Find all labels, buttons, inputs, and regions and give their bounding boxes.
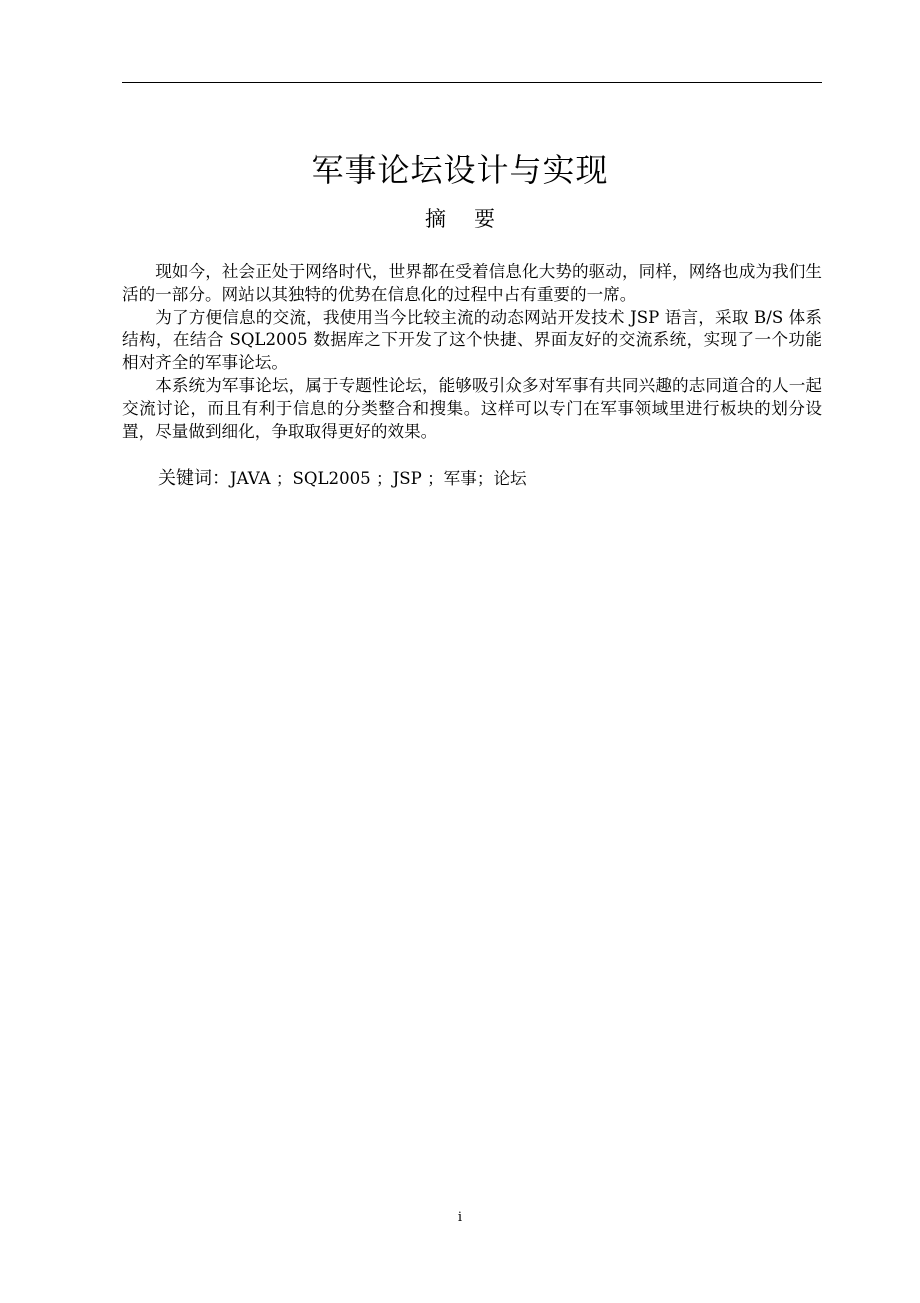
header-rule bbox=[122, 82, 822, 83]
keywords-value: JAVA ；SQL2005 ；JSP ；军事；论坛 bbox=[230, 469, 527, 488]
abstract-heading: 摘要 bbox=[425, 207, 523, 231]
keywords-label: 关键词： bbox=[158, 468, 230, 489]
keywords-line bbox=[158, 467, 822, 491]
abstract-paragraph-2: 为了方便信息的交流，我使用当今比较主流的动态网站开发技术 JSP 语言，采取 B/S 体系结构，在结合 SQL2005 数据库之下开发了这个快捷、界面友好的交流系统，实现了一个功能相对齐全的军事论坛。 bbox=[122, 307, 822, 373]
page-number: i bbox=[457, 1210, 463, 1225]
abstract-body bbox=[122, 261, 822, 443]
abstract-paragraph-1: 现如今，社会正处于网络时代，世界都在受着信息化大势的驱动，同样，网络也成为我们生活的一部分。网站以其独特的优势在信息化的过程中占有重要的一席。 bbox=[122, 262, 822, 304]
document-title: 军事论坛设计与实现 bbox=[311, 151, 609, 189]
abstract-paragraph-3: 本系统为军事论坛，属于专题性论坛，能够吸引众多对军事有共同兴趣的志同道合的人一起交流讨论，而且有利于信息的分类整合和搜集。这样可以专门在军事领域里进行板块的划分设置，尽量做到细化，争取取得更好的效果。 bbox=[122, 375, 822, 441]
